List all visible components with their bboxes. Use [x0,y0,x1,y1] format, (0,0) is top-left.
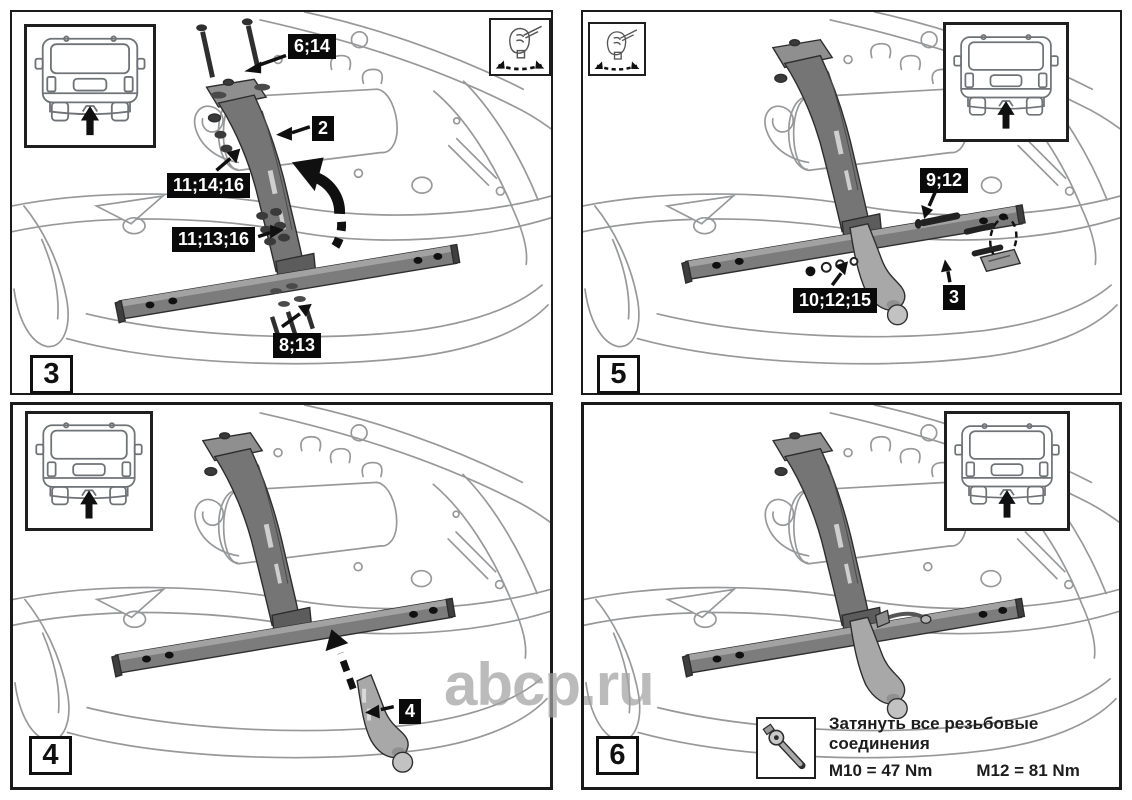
step-number-label: 5 [610,358,627,390]
vehicle-rear-icon [30,30,150,142]
step-panel-4 [10,402,553,790]
step-number-label: 4 [42,739,59,771]
rotate-arrow [292,157,342,247]
vehicle-rear-inset [943,22,1069,142]
front-fasteners [806,258,858,276]
callout-side-bolt: 9;12 [920,168,968,193]
torque-note [756,714,1119,781]
callout-front-bolts: 10;12;15 [793,288,877,313]
step-number [596,736,639,775]
torque-title: Затянуть все резьбовые соединения [828,714,1039,753]
watermark: abcp.ru [444,651,654,718]
callout-upper-washers: 11;14;16 [167,173,250,198]
vehicle-rear-inset [25,411,153,531]
vehicle-rear-icon [950,417,1064,525]
torque-m12: M12 = 81 Nm [976,761,1080,780]
torque-m10: M10 = 47 Nm [828,761,933,780]
hand-tighten-icon-box [588,22,646,76]
towbar-assembly [112,433,455,677]
step-number-label: 6 [609,739,626,771]
callout-lower-bolts: 8;13 [273,333,321,358]
step-number [30,355,73,394]
step-number-label: 3 [43,358,60,390]
vehicle-rear-icon [31,417,147,525]
hand-tighten-icon-box [489,18,551,76]
vehicle-rear-icon [949,28,1063,136]
torque-text [829,714,1119,781]
callout-clamp-plate: 3 [943,285,965,310]
callout-bracket: 2 [312,116,334,141]
step-panel-6 [581,402,1122,790]
step-number [29,736,72,775]
torque-wrench-icon [762,723,810,773]
callout-mid-washers: 11;13;16 [172,227,255,252]
callout-ball-arm: 4 [399,699,421,724]
hand-tighten-icon [592,26,642,72]
hand-tighten-icon [493,22,547,72]
vehicle-rear-inset [24,24,156,148]
callout-top-bolts: 6;14 [288,34,336,59]
step-number [597,355,640,394]
vehicle-rear-inset [944,411,1070,531]
insert-arrow [326,629,354,689]
torque-wrench-icon-box [756,717,816,779]
step-panel-5 [581,10,1122,395]
step-panel-3 [10,10,553,395]
